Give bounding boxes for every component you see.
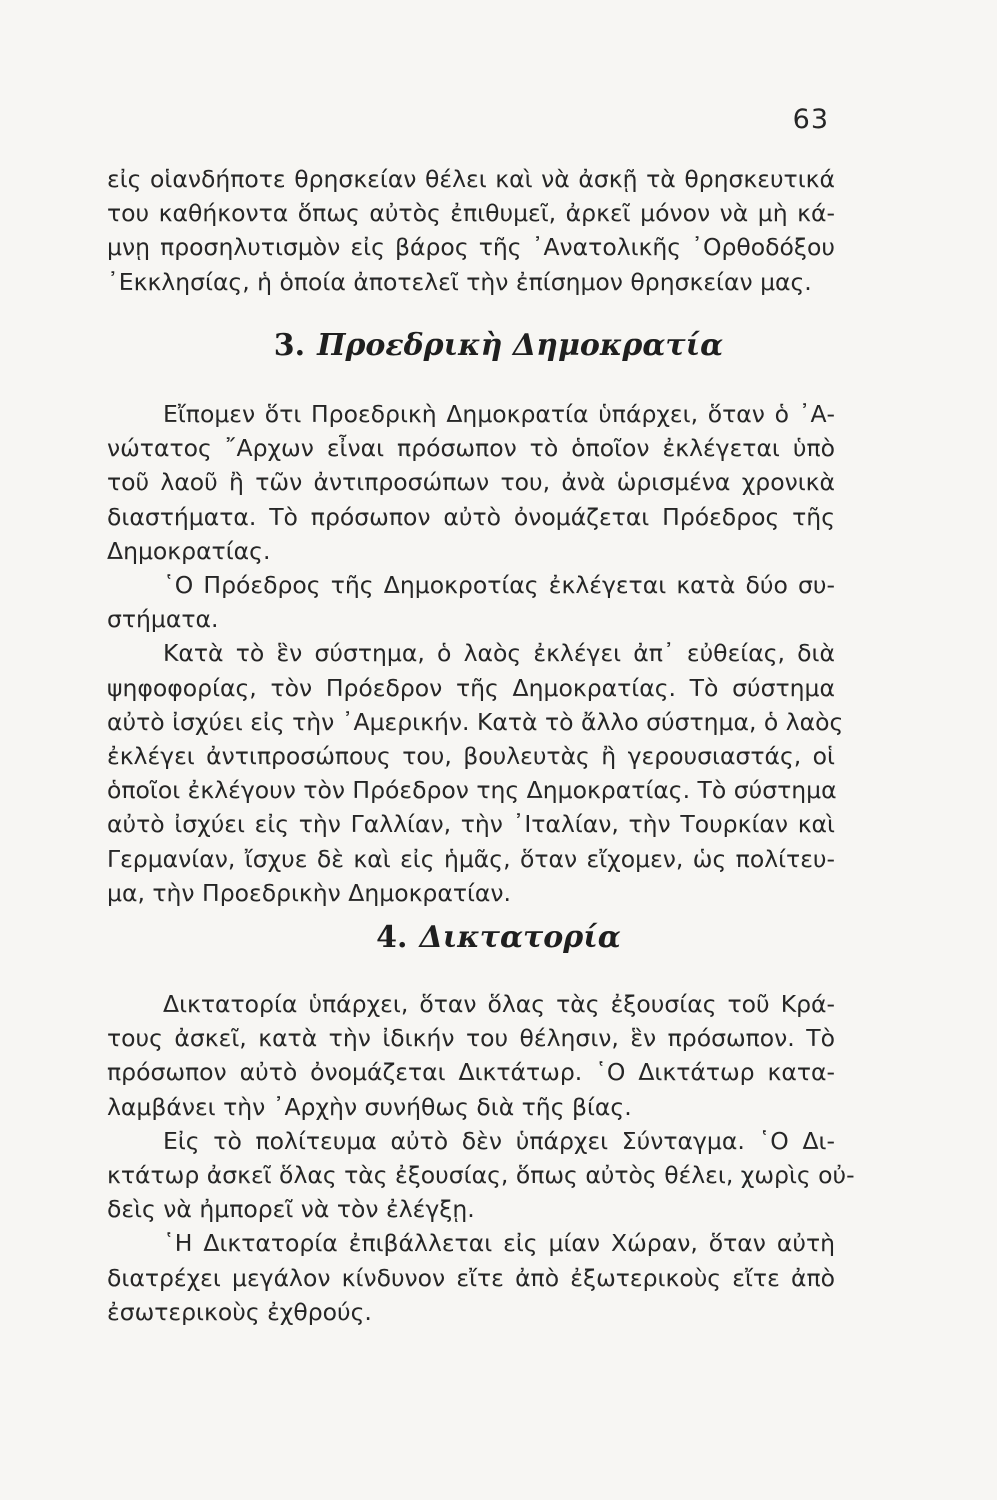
text-line: δεὶς νὰ ἠμπορεῖ νὰ τὸν ἐλέγξῃ. xyxy=(107,1195,475,1224)
text-line: ψηφοφορίας, τὸν Πρόεδρον τῆς Δημοκρατίας. Τὸ σύστημα xyxy=(107,673,835,702)
text-line: Δημοκρατίας. xyxy=(107,536,271,565)
text-line: διαστήματα. Τὸ πρόσωπον αὐτὸ ὀνομάζεται Πρόεδρος τῆς xyxy=(107,502,835,531)
text-line: ῾Ο Πρόεδρος τῆς Δημοκροτίας ἐκλέγεται κατὰ δύο συ- xyxy=(163,571,835,600)
text-line: ὁποῖοι ἐκλέγουν τὸν Πρόεδρον της Δημοκρατίας. Τὸ σύστημα xyxy=(107,776,837,805)
paragraph-religion xyxy=(107,162,835,299)
section-number: 4. xyxy=(376,920,408,955)
text-line: νώτατος ῎Αρχων εἶναι πρόσωπον τὸ ὁποῖον ἐκλέγεται ὑπὸ xyxy=(107,434,835,463)
text-line: Εἴπομεν ὅτι Προεδρικὴ Δημοκρατία ὑπάρχει, ὅταν ὁ ᾽Α- xyxy=(163,400,835,428)
text-line: Γερμανίαν, ἴσχυε δὲ καὶ εἰς ἡμᾶς, ὅταν εἴχομεν, ὡς πολίτευ- xyxy=(107,844,835,873)
page-number: 63 xyxy=(792,104,829,135)
text-line: κτάτωρ ἀσκεῖ ὅλας τὰς ἐξουσίας, ὅπως αὐτὸς θέλει, χωρὶς οὐ- xyxy=(107,1161,855,1190)
text-line: διατρέχει μεγάλον κίνδυνον εἴτε ἀπὸ ἐξωτερικοὺς εἴτε ἀπὸ xyxy=(107,1263,835,1292)
text-line: λαμβάνει τὴν ᾽Αρχὴν συνήθως διὰ τῆς βίας. xyxy=(107,1092,632,1121)
text-line: Δικτατορία ὑπάρχει, ὅταν ὅλας τὰς ἐξουσίας τοῦ Κρά- xyxy=(163,990,835,1018)
text-line: εἰς οἱανδήποτε θρησκείαν θέλει καὶ νὰ ἀσκῇ τὰ θρησκευτικά xyxy=(107,165,835,193)
text-line: τους ἀσκεῖ, κατὰ τὴν ἰδικήν του θέλησιν, ἓν πρόσωπον. Τὸ xyxy=(107,1024,835,1053)
section-title: Προεδρικὴ Δημοκρατία xyxy=(317,328,724,363)
text-line: ἐσωτερικοὺς ἐχθρούς. xyxy=(107,1297,372,1326)
text-line: αὐτὸ ἰσχύει εἰς τὴν Γαλλίαν, τὴν ᾽Ιταλίαν, τὴν Τουρκίαν καὶ xyxy=(107,810,835,839)
section-body-dictatorship xyxy=(107,987,855,1329)
text-line: ᾽Εκκλησίας, ἡ ὁποία ἀποτελεῖ τὴν ἐπίσημον θρησκείαν μας. xyxy=(107,267,812,296)
text-line: Εἰς τὸ πολίτευμα αὐτὸ δὲν ὑπάρχει Σύνταγμα. ῾Ο Δι- xyxy=(163,1126,835,1155)
section-heading-presidential-democracy xyxy=(0,328,997,363)
section-number: 3. xyxy=(273,328,306,363)
text-line: μνῃ προσηλυτισμὸν εἰς βάρος τῆς ᾽Ανατολικῆς ᾽Ορθοδόξου xyxy=(107,233,835,262)
section-heading-dictatorship xyxy=(0,920,997,955)
text-line: Κατὰ τὸ ἓν σύστημα, ὁ λαὸς ἐκλέγει ἀπ᾽ εὐθείας, διὰ xyxy=(163,639,835,668)
text-line: του καθήκοντα ὅπως αὐτὸς ἐπιθυμεῖ, ἀρκεῖ μόνον νὰ μὴ κά- xyxy=(107,199,835,228)
text-line: στήματα. xyxy=(107,605,219,634)
section-body-presidential-democracy xyxy=(107,397,844,910)
section-title: Δικτατορία xyxy=(419,920,621,955)
text-line: πρόσωπον αὐτὸ ὀνομάζεται Δικτάτωρ. ῾Ο Δικτάτωρ κατα- xyxy=(107,1058,835,1087)
text-line: ἐκλέγει ἀντιπροσώπους του, βουλευτὰς ἢ γερουσιαστάς, οἱ xyxy=(107,742,835,771)
text-line: ῾Η Δικτατορία ἐπιβάλλεται εἰς μίαν Χώραν, ὅταν αὐτὴ xyxy=(163,1229,835,1258)
text-line: μα, τὴν Προεδρικὴν Δημοκρατίαν. xyxy=(107,878,512,907)
text-line: αὐτὸ ἰσχύει εἰς τὴν ᾽Αμερικήν. Κατὰ τὸ ἄλλο σύστημα, ὁ λαὸς xyxy=(107,707,844,736)
text-line: τοῦ λαοῦ ἢ τῶν ἀντιπροσώπων του, ἀνὰ ὡρισμένα χρονικὰ xyxy=(107,468,835,497)
